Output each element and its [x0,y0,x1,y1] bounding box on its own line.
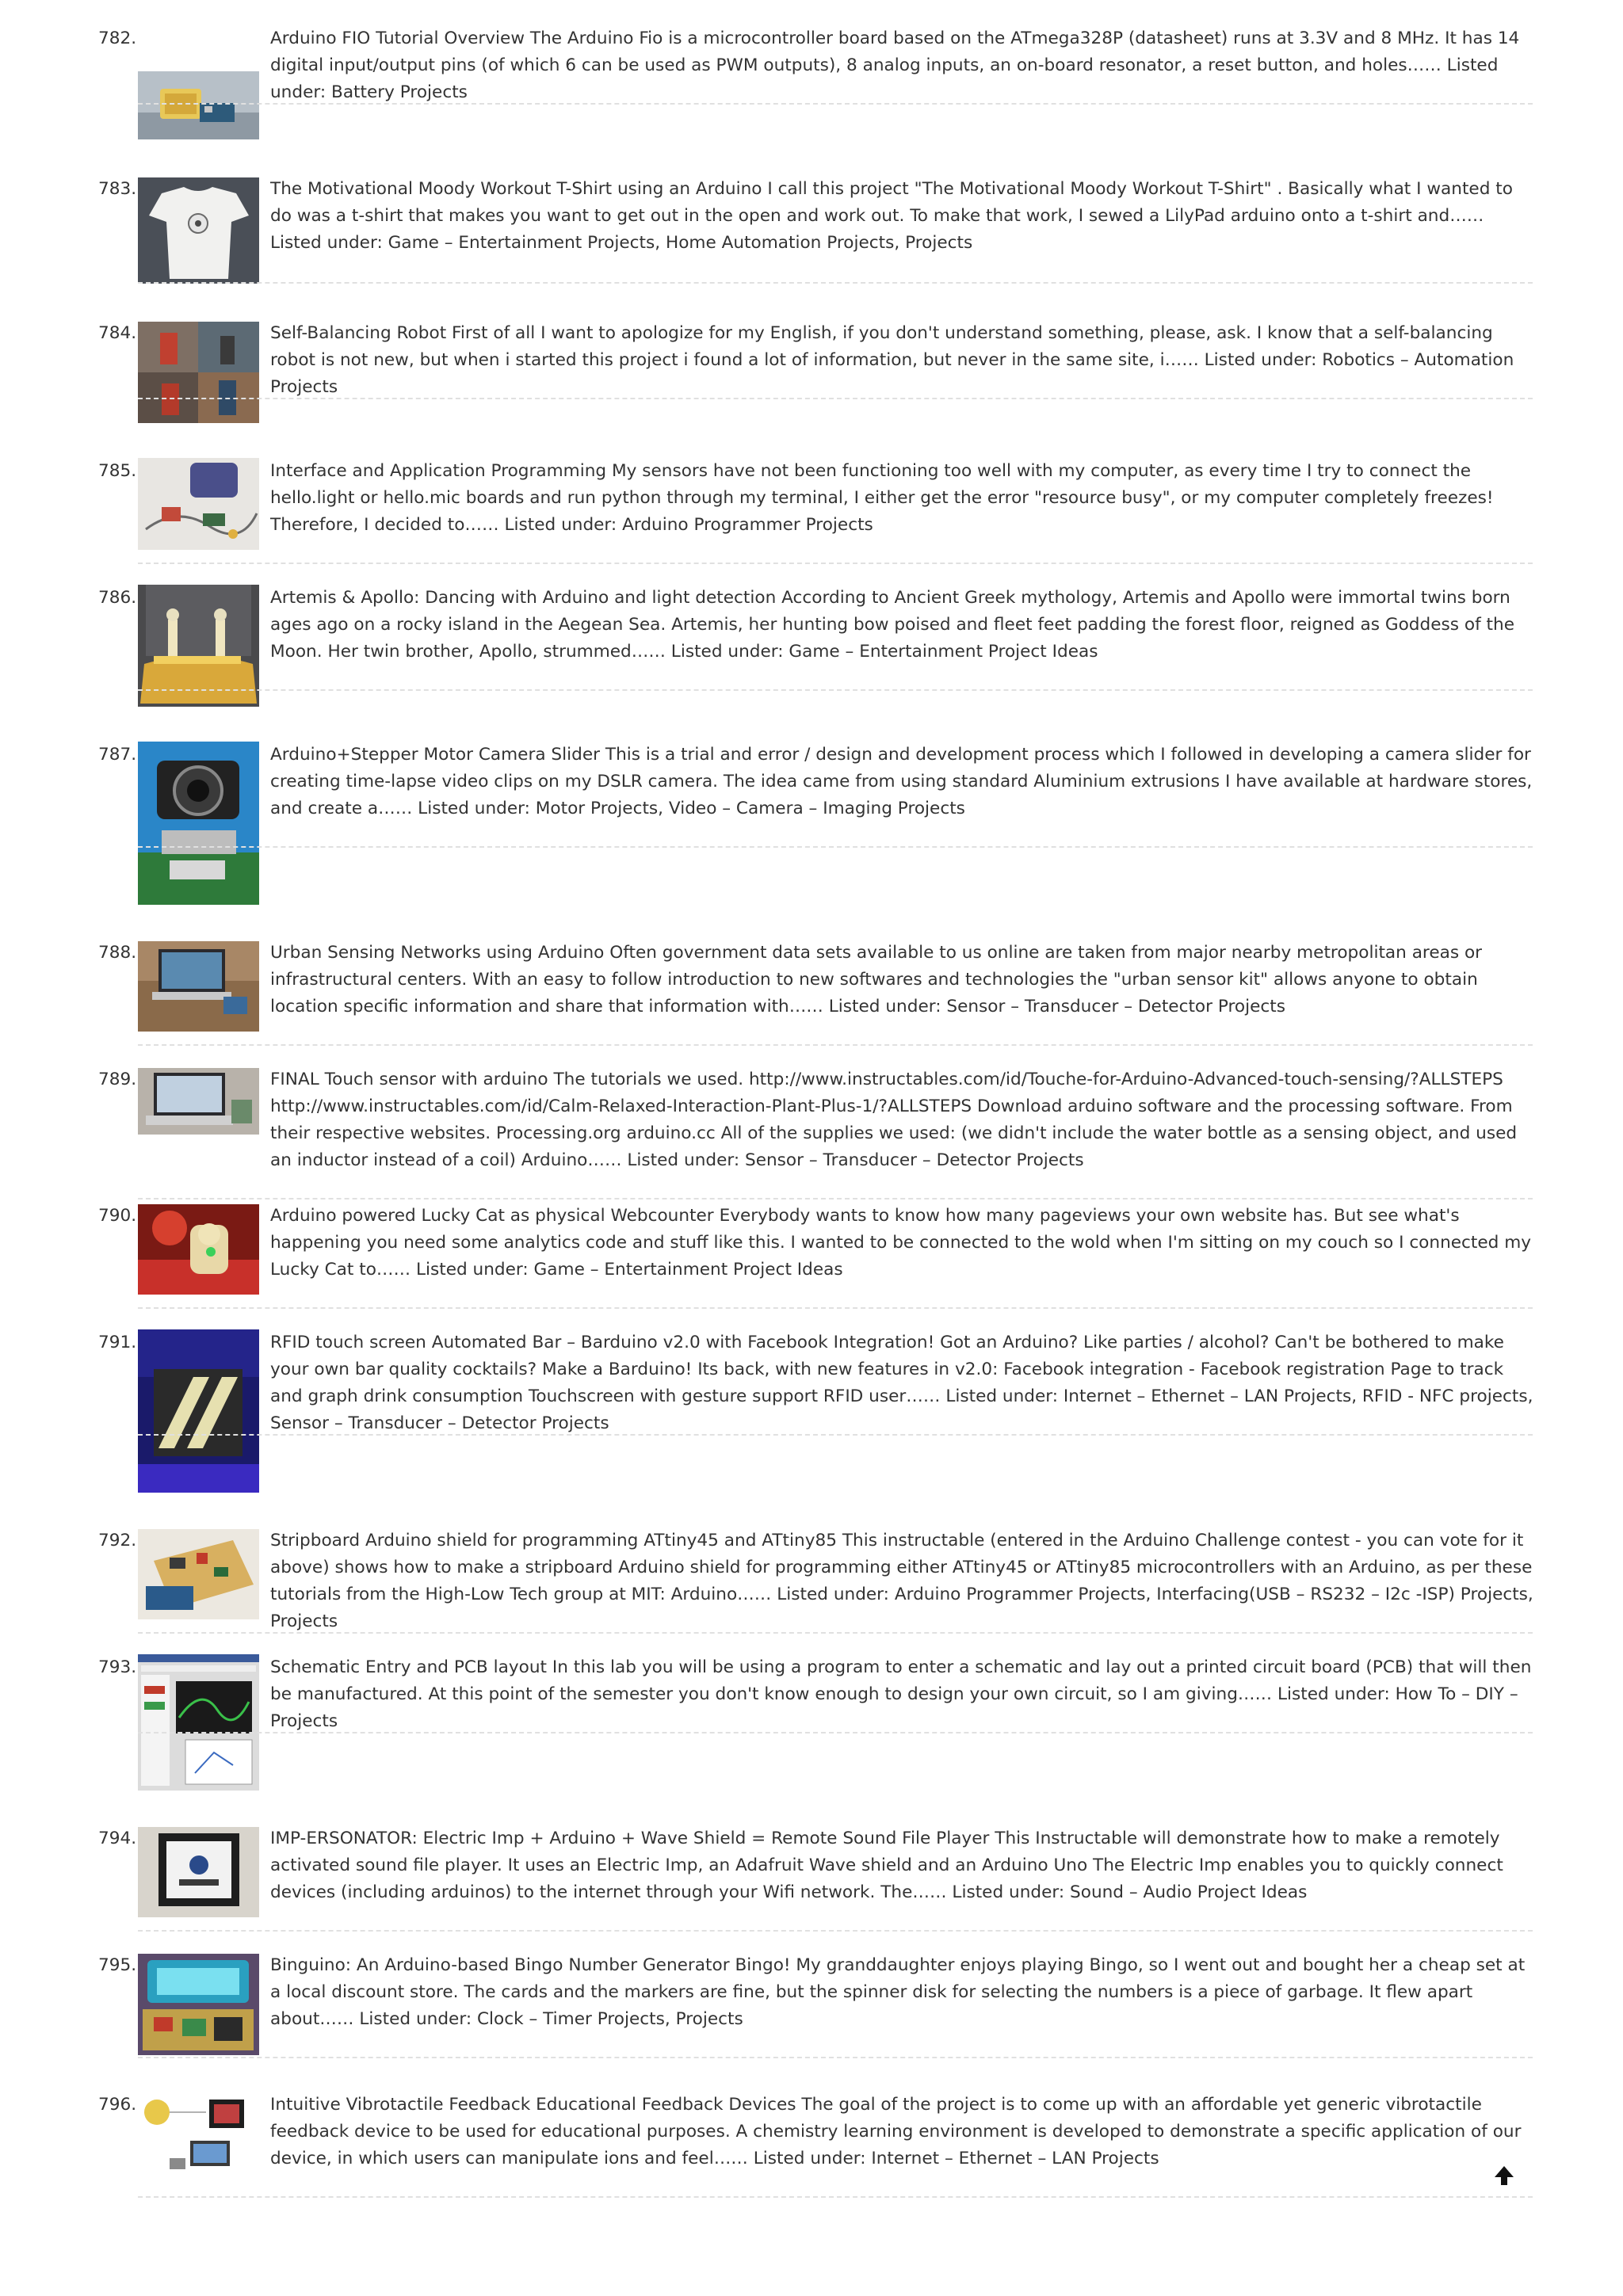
item-text [270,1329,1534,1437]
item-excerpt: First of all I want to apologize for my English, if you don't understand something, please, ask. I know that a self-balancing robot is not new, but when i started this project i found a lot of information, but never in the same site, i…… Listed under: Robotics – Automation Projects [270,323,1514,397]
back-to-top-button[interactable] [1491,2163,1517,2188]
item-divider [138,103,1533,105]
item-title-link[interactable]: Arduino powered Lucky Cat as physical Webcounter [270,1206,714,1226]
item-thumbnail[interactable] [138,941,259,1032]
item-title-link[interactable]: Arduino FIO Tutorial Overview [270,29,525,48]
item-number: 792. [98,1531,137,1550]
item-text [270,585,1534,666]
item-thumbnail[interactable] [138,585,259,707]
item-text [270,2092,1534,2172]
item-thumbnail[interactable] [138,1529,259,1619]
item-number: 786. [98,588,137,608]
item-number: 789. [98,1070,137,1089]
item-divider [138,1632,1533,1634]
item-number: 795. [98,1955,137,1975]
item-thumbnail[interactable] [138,1068,259,1135]
item-text [270,1952,1534,2033]
item-excerpt: The Arduino Fio is a microcontroller board based on the ATmega328P (datasheet) runs at 3.3V and 8 MHz. It has 14 digital input/output pins (of which 6 can be used as PWM outputs), 8 analog inputs, an on-board resonator, a reset button, and holes…… Listed under: Battery Projects [270,29,1520,102]
item-divider [138,398,1533,399]
item-excerpt: The tutorials we used. http://www.instructables.com/id/Touche-for-Arduino-Advanced-touch-sensing/?ALLSTEPS http://www.instructables.com/id/Calm-Relaxed-Interaction-Plant-Plus-1/?ALLSTEPS Download arduino software and the processing software. From their respective websites. Processing.org arduino.cc All of the supplies we used: (we didn't include the water bottle as a sensing object, and used an inductor instead of a coil) Arduino…… Listed under: Sensor – Transducer – Detector Projects [270,1070,1518,1170]
item-text [270,25,1534,106]
item-title-link[interactable]: Intuitive Vibrotactile Feedback Educational Feedback Devices [270,2095,796,2115]
item-divider [138,1044,1533,1046]
item-excerpt: My sensors have not been functioning too well with my computer, as every time I try to connect the hello.light or hello.mic boards and run python through my terminal, I either get the error "resource busy", or my computer completely freezes! Therefore, I decided to…… Listed under: Arduino Programmer Projects [270,461,1494,535]
item-text [270,1203,1534,1283]
item-excerpt: This Instructable will demonstrate how to make a remotely activated sound file player. It uses an Electric Imp, an Adafruit Wave shield and an Arduino Uno The Electric Imp enables you to quickly connect devices (including arduinos) to the internet through your Wifi network. The…… Listed under: Sound – Audio Project Ideas [270,1829,1503,1902]
item-thumbnail[interactable] [138,1827,259,1917]
item-text [270,1066,1534,1174]
item-number: 782. [98,29,137,48]
item-excerpt: Got an Arduino? Like parties / alcohol? Can't be bothered to make your own bar quality cocktails? Make a Barduino! Its back, with new features in v2.0: Facebook integration - Facebook registration Page to track and graph drink consumption Touchscreen with gesture support RFID user…… Listed under: Internet – Ethernet – LAN Projects, RFID - NFC projects, Sensor – Transducer – Detector Projects [270,1333,1533,1433]
item-text [270,176,1534,257]
item-excerpt: The goal of the project is to come up with an affordable yet generic vibrotactile feedback device to be used for educational purposes. A chemistry learning environment is developed to demonstrate a specific application of our device, in which users can manipulate ions and feel…… Listed under: Internet – Ethernet – LAN Projects [270,2095,1522,2168]
item-divider [138,1732,1533,1733]
item-divider [138,2057,1533,2058]
item-thumbnail[interactable] [138,71,259,139]
item-number: 785. [98,461,137,481]
item-number: 788. [98,943,137,963]
item-number: 796. [98,2095,137,2115]
item-text [270,742,1534,822]
item-title-link[interactable]: Interface and Application Programming [270,461,607,481]
item-thumbnail[interactable] [138,458,259,550]
item-title-link[interactable]: Urban Sensing Networks using Arduino [270,943,605,963]
item-excerpt: I call this project "The Motivational Moody Workout T-Shirt" . Basically what I wanted to do was a t-shirt that makes you want to get out in the open and work out. To make that work, I sewed a LilyPad arduino onto a t-shirt and…… Listed under: Game – Entertainment Projects, Home Automation Projects, Projects [270,179,1513,253]
item-thumbnail[interactable] [138,1329,259,1493]
item-title-link[interactable]: Artemis & Apollo: Dancing with Arduino and light detection [270,588,777,608]
item-divider [138,563,1533,564]
item-excerpt: According to Ancient Greek mythology, Artemis and Apollo were immortal twins born ages ago on a rocky island in the Aegean Sea. Artemis, her hunting bow poised and fleet feet padding the forest floor, reigned as Goddess of the Moon. Her twin brother, Apollo, strummed…… Listed under: Game – Entertainment Project Ideas [270,588,1514,662]
item-divider [138,2196,1533,2198]
item-title-link[interactable]: FINAL Touch sensor with arduino [270,1070,548,1089]
item-divider [138,1198,1533,1199]
item-divider [138,846,1533,848]
item-text [270,458,1534,539]
item-divider [138,1434,1533,1436]
item-number: 784. [98,323,137,343]
item-excerpt: Everybody wants to know how many pageviews your own website has. But see what's happening you need some analytics code and stuff like this. I wanted to be connected to the wold when I'm sitting on my couch so I connected my Lucky Cat to…… Listed under: Game – Entertainment Project Ideas [270,1206,1532,1280]
item-thumbnail[interactable] [138,1654,259,1791]
item-excerpt: Often government data sets available to us online are taken from major nearby metropolitan areas or infrastructural centers. With an easy to follow introduction to new softwares and technologies the "urban sensor kit" allows anyone to obtain location specific information and share that information with…… Listed under: Sensor – Transducer – Detector Projects [270,943,1483,1016]
item-title-link[interactable]: Schematic Entry and PCB layout [270,1657,547,1677]
item-text [270,1654,1534,1735]
item-title-link[interactable]: Arduino+Stepper Motor Camera Slider [270,745,600,765]
item-number: 790. [98,1206,137,1226]
item-divider [138,1930,1533,1932]
item-title-link[interactable]: The Motivational Moody Workout T-Shirt using an Arduino [270,179,762,199]
item-text [270,1527,1534,1635]
item-text [270,320,1534,401]
item-title-link[interactable]: Stripboard Arduino shield for programming ATtiny45 and ATtiny85 [270,1531,837,1550]
item-thumbnail[interactable] [138,742,259,905]
item-number: 783. [98,179,137,199]
item-divider [138,689,1533,691]
item-divider [138,1307,1533,1309]
item-title-link[interactable]: RFID touch screen Automated Bar – Barduino v2.0 with Facebook Integration! [270,1333,935,1352]
item-thumbnail[interactable] [138,177,259,284]
item-number: 793. [98,1657,137,1677]
item-title-link[interactable]: Binguino: An Arduino-based Bingo Number Generator [270,1955,730,1975]
arrow-up-icon [1491,2163,1517,2188]
item-thumbnail[interactable] [138,1204,259,1295]
item-number: 791. [98,1333,137,1352]
item-text [270,1825,1534,1906]
item-number: 794. [98,1829,137,1848]
item-thumbnail[interactable] [138,1954,259,2055]
item-excerpt: This is a trial and error / design and development process which I followed in developing a camera slider for creating time-lapse video clips on my DSLR camera. The idea came from using standard Aluminium extrusions I have available at hardware stores, and create a…… Listed under: Motor Projects, Video – Camera – Imaging Projects [270,745,1533,818]
item-thumbnail[interactable] [138,322,259,423]
item-number: 787. [98,745,137,765]
item-title-link[interactable]: IMP-ERSONATOR: Electric Imp + Arduino + Wave Shield = Remote Sound File Player [270,1829,990,1848]
item-divider [138,282,1533,284]
item-text [270,940,1534,1020]
item-excerpt: In this lab you will be using a program to enter a schematic and lay out a printed circuit board (PCB) that will then be manufactured. At this point of the semester you don't know enough to design your own circuit, so I am giving…… Listed under: How To – DIY – Projects [270,1657,1532,1731]
item-title-link[interactable]: Self-Balancing Robot [270,323,447,343]
item-excerpt: This instructable (entered in the Arduino Challenge contest - you can vote for it above) shows how to make a stripboard Arduino shield for programming either ATtiny45 or ATtiny85 microcontrollers with an Arduino, as per these tutorials from the High-Low Tech group at MIT: Arduino…… Listed under: Arduino Programmer Projects, Interfacing(USB – RS232 – I2c -ISP) Projects, Projects [270,1531,1533,1631]
item-excerpt: Bingo! My granddaughter enjoys playing Bingo, so I went out and bought her a cheap set at a local discount store. The cards and the markers are fine, but the spinner disk for selecting the numbers is a piece of garbage. It flew apart about…… Listed under: Clock – Timer Projects, Projects [270,1955,1526,2029]
item-thumbnail[interactable] [138,2092,259,2182]
